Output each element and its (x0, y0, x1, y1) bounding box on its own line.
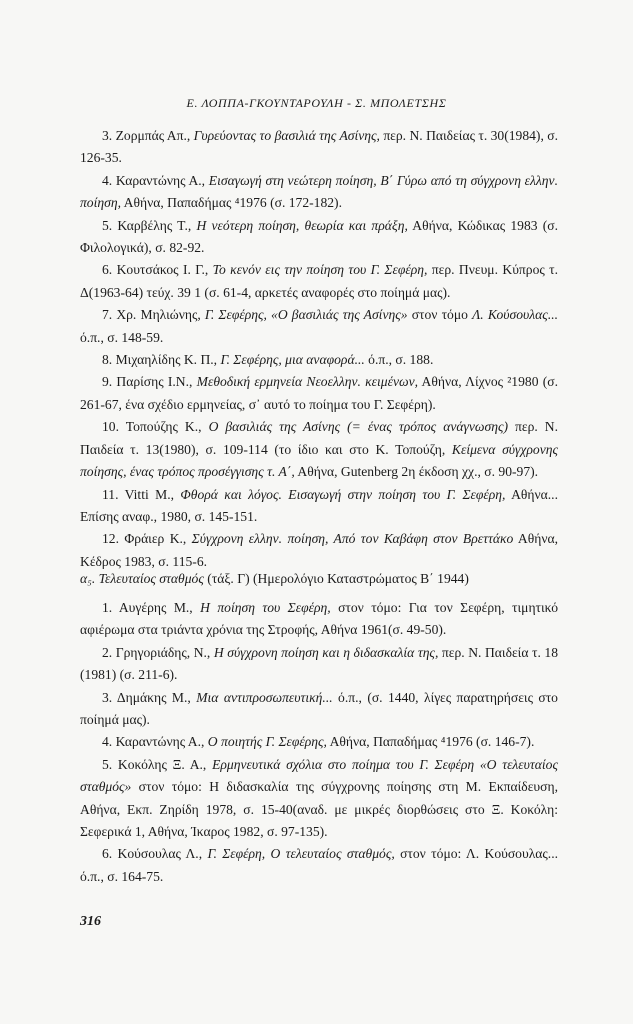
italic-segment: Λ. Κούσουλας... (472, 307, 559, 323)
text-segment: 6. Κούσουλας Λ., (102, 846, 208, 862)
italic-segment: Το κενόν εις την ποίηση του Γ. Σεφέρη, (212, 262, 428, 278)
italic-segment: Ο ποιητής Γ. Σεφέρης, (207, 734, 327, 750)
bibliography-entry (80, 642, 558, 687)
italic-segment: Γ. Σεφέρης, μια αναφορά... (220, 352, 365, 368)
bibliography-entry (80, 731, 558, 753)
bibliography-entry (80, 754, 558, 844)
text-segment: 9. Παρίσης Ι.Ν., (102, 374, 197, 390)
text-segment: (τάξ. Γ) (Ημερολόγιο Καταστρώματος Β΄ 1944) (203, 571, 469, 586)
text-segment: στον τόμο: Για τον Σεφέρη, τιμητικό αφιέρωμα στα τριάντα χρόνια της Στροφής, Αθήνα 1961(σ. 49-50). (80, 600, 559, 638)
bibliography-list-b (80, 597, 558, 888)
text-segment: 6. Κουτσάκος Ι. Γ., (102, 262, 213, 278)
bibliography-entry (80, 484, 558, 529)
text-segment: 5. Καρβέλης Τ., (102, 217, 197, 233)
bibliography-list-a (80, 125, 558, 573)
italic-segment: Μια αντιπροσωπευτική... (196, 689, 333, 705)
text-segment: 4. Καραντώνης Α., (102, 172, 209, 188)
italic-segment: Η ποίηση του Σεφέρη, (200, 600, 331, 615)
text-segment: περ. Ν. Παιδείας τ. 30(1984), σ. 126-35. (80, 128, 558, 166)
text-segment: ό.π., σ. 188. (364, 352, 434, 368)
italic-segment: Ο βασιλιάς της Ασίνης (= ένας τρόπος ανάγνωσης) (208, 419, 508, 435)
italic-segment: Κείμενα σύγχρονης ποίησης, ένας τρόπος προσέγγισης τ. Α΄, (80, 441, 558, 480)
text-segment: 5. Κοκόλης Ξ. Α., (102, 756, 213, 772)
text-segment: στον τόμο: Η διδασκαλία της σύγχρονης ποίησης στη Μ. Εκπαίδευση, Αθήνα, Εκπ. Ζηρίδη 1978, σ. 15-40(αναδ. με μικρές διορθώσεις στο Ξ. Κοκόλη: Σεφερικά 1, Αθήνα, Ίκαρος 1982, σ. 97-135). (80, 779, 558, 840)
text-segment: 7. Χρ. Μηλιώνης, (102, 307, 205, 323)
text-segment: ό.π., σ. 148-59. (80, 329, 164, 345)
italic-segment: Σύγχρονη ελλην. ποίηση, Από τον Καβάφη στον Βρεττάκο (191, 531, 514, 547)
text-segment: περ. Ν. Παιδεία τ. 18 (1981) (σ. 211-6). (80, 644, 559, 683)
italic-segment: Μεθοδική ερμηνεία Νεοελλην. κειμένων, (196, 374, 419, 390)
text-segment: Αθήνα, Κώδικας 1983 (σ. Φιλολογικά), σ. 82-92. (80, 217, 559, 256)
text-segment: 3. Δημάκης Μ., (102, 689, 197, 705)
text-segment: στον τόμο: Λ. Κούσουλας... ό.π., σ. 164-75. (80, 846, 558, 884)
text-segment: 10. Τοπούζης Κ., (102, 419, 209, 435)
bibliography-entry (80, 371, 558, 416)
italic-segment: Η νεότερη ποίηση, θεωρία και πράξη, (196, 217, 408, 233)
italic-segment: Γυρεύοντας το βασιλιά της Ασίνης, (193, 128, 380, 143)
text-segment: 12. Φράιερ Κ., (102, 531, 192, 547)
text-segment: 11. Vitti Μ., (102, 486, 181, 502)
bibliography-entry (80, 170, 558, 215)
text-segment: Αθήνα, Gutenberg 2η έκδοση χχ., σ. 90-97). (294, 464, 539, 480)
italic-segment: Φθορά και λόγος. Εισαγωγή στην ποίηση του Γ. Σεφέρη, (180, 486, 506, 502)
text-segment: Αθήνα, Κέδρος 1983, σ. 115-6. (80, 531, 559, 569)
bibliography-entry (80, 349, 558, 371)
italic-segment: Γ. Σεφέρη, Ο τελευταίος σταθμός, (207, 846, 395, 862)
bibliography-entry (80, 843, 558, 888)
text-segment: 4. Καραντώνης Α., (102, 734, 208, 750)
text-segment: ό.π., (σ. 1440, λίγες παρατηρήσεις στο ποίημά μας). (80, 689, 558, 728)
text-segment: Αθήνα, Λίχνος ²1980 (σ. 261-67, ένα σχέδιο ερμηνείας, σ᾿ αυτό το ποίημα του Γ. Σεφέρη). (80, 374, 558, 412)
text-segment: περ. Ν. Παιδεία τ. 13(1980), σ. 109-114 (το ίδιο και στο Κ. Τοπούζη, (80, 419, 558, 457)
text-segment: Αθήνα, Παπαδήμας ⁴1976 (σ. 146-7). (326, 734, 535, 750)
running-head: Ε. ΛΟΠΠΑ-ΓΚΟΥΝΤΑΡΟΥΛΗ - Σ. ΜΠΟΛΕΤΣΗΣ (186, 96, 447, 110)
section-heading (80, 568, 558, 590)
bibliography-entry (80, 259, 558, 304)
bibliography-entry (80, 125, 558, 170)
text-segment: περ. Πνευμ. Κύπρος τ. Δ(1963-64) τεύχ. 39 1 (σ. 61-4, αρκετές αναφορές στο ποίημά μας). (80, 262, 558, 300)
bibliography-entry (80, 215, 558, 260)
italic-segment: Η σύγχρονη ποίηση και η διδασκαλία της, (213, 644, 439, 660)
bibliography-entry (80, 416, 558, 483)
italic-segment: Γ. Σεφέρης, «Ο βασιλιάς της Ασίνης» (204, 307, 408, 323)
text-segment: Αθήνα... Επίσης αναφ., 1980, σ. 145-151. (80, 486, 558, 524)
text-segment: 8. Μιχαηλίδης Κ. Π., (102, 352, 221, 368)
text-segment: Αθήνα, Παπαδήμας ⁴1976 (σ. 172-182). (120, 195, 342, 211)
text-segment: 2. Γρηγοριάδης, Ν., (102, 644, 214, 660)
bibliography-entry (80, 528, 558, 573)
text-segment: 1. Αυγέρης Μ., (102, 600, 201, 615)
bibliography-entry (80, 687, 558, 732)
bibliography-entry (80, 304, 558, 349)
italic-segment: Ερμηνευτικά σχόλια στο ποίημα του Γ. Σεφέρη «Ο τελευταίος σταθμός» (80, 756, 558, 795)
bibliography-entry (80, 597, 558, 642)
italic-segment: Εισαγωγή στη νεώτερη ποίηση, Β΄ Γύρω από τη σύγχρονη ελλην. ποίηση, (80, 172, 558, 211)
text-segment: 3. Ζορμπάς Απ., (102, 128, 194, 143)
text-segment: στον τόμο (407, 307, 473, 323)
italic-segment: α₅. Τελευταίος σταθμός (80, 571, 204, 586)
page-number: 316 (80, 914, 101, 929)
